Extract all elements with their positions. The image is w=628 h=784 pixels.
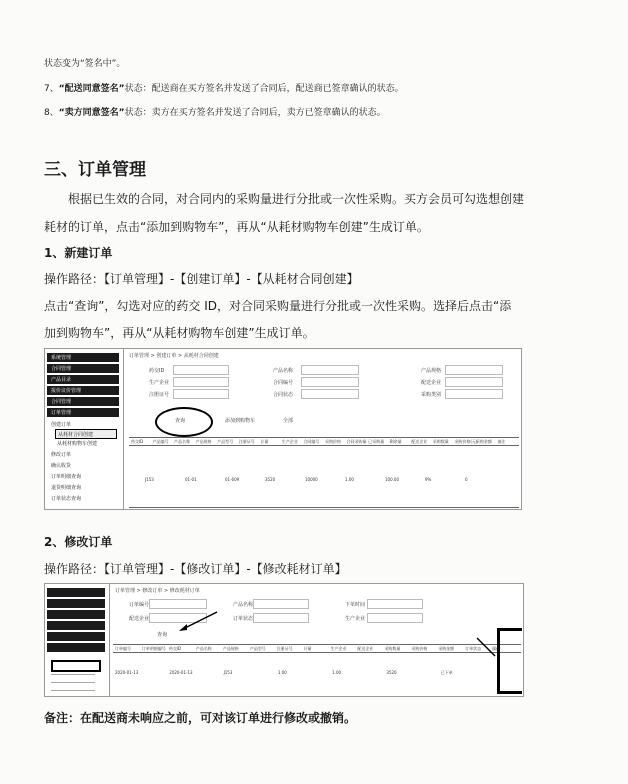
table-header-cell: 采购金额 — [438, 646, 455, 651]
table-header-cell: 产品名称 — [195, 646, 212, 651]
table-header-cell: 产品规格 — [222, 646, 239, 651]
query-button[interactable]: 查询 — [175, 418, 186, 424]
screenshot-modify-order — [44, 583, 524, 697]
item-7-prefix: 7、 — [44, 84, 59, 94]
table-header-cell: 订单编号 — [115, 646, 131, 651]
table-header-cell: 计量 — [303, 646, 312, 651]
shot2-breadcrumb: 订单管理 > 修改订单 > 修改耗材订单 — [115, 588, 200, 594]
add-to-cart-button[interactable]: 添加到购物车 — [225, 418, 256, 424]
table-header-cell: 备注 — [497, 439, 506, 444]
sidebar — [45, 349, 124, 509]
field-label: 配送企业 — [421, 380, 442, 386]
subheading-modify-order: 2、修改订单 — [44, 535, 113, 549]
operation-path-modify: 操作路径：【订单管理】-【修改订单】-【修改耗材订单】 — [44, 562, 347, 576]
operation-highlight — [497, 628, 522, 694]
query-button[interactable]: 查询 — [157, 632, 168, 638]
submenu-from-cart[interactable]: 从耗材购物车创建 — [57, 441, 98, 447]
field-input[interactable] — [301, 365, 359, 375]
table-header-cell: 采购金额 — [475, 439, 492, 444]
operation-path-new: 操作路径：【订单管理】-【创建订单】-【从耗材合同创建】 — [44, 272, 359, 286]
field-input[interactable] — [173, 389, 229, 399]
menu-item[interactable] — [47, 599, 105, 608]
menu-item[interactable] — [47, 610, 105, 619]
table-header-cell: 采购数量 — [432, 439, 449, 444]
screenshot-new-order — [44, 348, 522, 510]
table-cell: 3520 — [386, 670, 397, 675]
table-header-cell: 药交ID — [131, 439, 144, 444]
menu-item[interactable] — [47, 643, 105, 652]
field-input[interactable] — [149, 599, 207, 609]
table-header-cell: 产品编号 — [152, 439, 169, 444]
section-para-2: 耗材的订单，点击“添加到购物车”，再从“从耗材购物车创建”生成订单。 — [44, 220, 429, 234]
menu-item[interactable] — [47, 632, 105, 641]
menu-item-6[interactable]: 订单管理 — [47, 408, 119, 417]
menu-item-4[interactable]: 报价议价管理 — [47, 386, 119, 395]
table-header-cell: 注册证号 — [276, 646, 293, 651]
field-label: 产品名称 — [233, 602, 254, 608]
new-order-desc-2: 加到购物车”，再从“从耗材购物车创建”生成订单。 — [44, 326, 315, 340]
submenu-modify-highlight[interactable] — [51, 660, 101, 672]
field-label: 生产企业 — [149, 380, 170, 386]
table-header-cell: 药交ID — [168, 646, 182, 651]
table-header-cell: 采购数量 — [384, 646, 401, 651]
table-cell: 2020-01-13 — [115, 670, 139, 675]
table-cell: J153 — [223, 670, 233, 675]
section-heading: 三、订单管理 — [44, 160, 146, 180]
field-label: 订单编号 — [129, 602, 150, 608]
table-cell: 3520 — [265, 477, 276, 482]
item-8-text: 状态：卖方在买方签名并发送了合同后，卖方已签章确认的状态。 — [124, 108, 386, 118]
item-8-bold: “卖方同意签名” — [58, 108, 125, 118]
table-header-cell: 剩余量 — [389, 439, 402, 444]
item-7-bold: “配送同意签名” — [58, 84, 125, 94]
new-order-desc-1: 点击“查询”，勾选对应的药交 ID，对合同采购量进行分批或一次性采购。选择后点击“添 — [44, 299, 512, 313]
table-header-cell: 计量 — [260, 439, 269, 444]
field-label: 合同编号 — [273, 380, 294, 386]
table-header-cell: 采购价格 — [411, 646, 428, 651]
arrow-icon — [175, 610, 219, 634]
table-header-cell: 采购价格(元) — [454, 439, 478, 444]
item-7 — [44, 81, 404, 94]
field-input[interactable] — [445, 377, 503, 387]
field-input[interactable] — [301, 377, 359, 387]
field-input[interactable] — [173, 365, 229, 375]
section-para-1: 根据已生效的合同，对合同内的采购量进行分批或一次性采购。买方会员可勾选想创建 — [68, 192, 525, 206]
field-label: 合同状态 — [273, 392, 294, 398]
field-label: 下单时间 — [345, 602, 366, 608]
field-label: 生产企业 — [345, 616, 366, 622]
item-7-text: 状态：配送商在买方签名并发送了合同后，配送商已签章确认的状态。 — [124, 84, 404, 94]
table-cell: 10000 — [305, 477, 318, 482]
table-cell: 01-609 — [225, 477, 240, 482]
table-header-cell: 产品名称 — [174, 439, 191, 444]
field-label: 配送企业 — [129, 616, 150, 622]
table-header-cell: 合同编号 — [303, 439, 320, 444]
submenu-from-contract[interactable]: 从耗材合同创建 — [55, 429, 117, 439]
submenu-order-status[interactable]: 订单状态查询 — [51, 496, 82, 502]
field-input[interactable] — [253, 599, 309, 609]
table-cell: 1.00 — [332, 670, 342, 675]
item-8 — [44, 105, 386, 118]
table-cell: 已下单 — [440, 670, 453, 675]
table-header-cell: 合同采购量 — [346, 439, 367, 444]
field-label: 药交ID — [149, 368, 165, 374]
item-8-prefix: 8、 — [44, 108, 59, 118]
field-input[interactable] — [445, 389, 503, 399]
table-cell: 1.00 — [345, 477, 354, 482]
sidebar — [45, 584, 110, 696]
field-label: 订单状态 — [233, 616, 254, 622]
menu-item-3[interactable]: 产品目录 — [47, 375, 119, 384]
submenu-modify[interactable]: 修改订单 — [51, 452, 72, 458]
menu-item[interactable] — [47, 621, 105, 630]
submenu-order-detail[interactable]: 订单明细查询 — [51, 474, 82, 480]
field-input[interactable] — [367, 599, 423, 609]
table-header-cell: 生产企业 — [281, 439, 298, 444]
table-cell: 01-01 — [185, 477, 197, 482]
menu-item-1[interactable]: 系统管理 — [47, 353, 119, 362]
field-input[interactable] — [301, 389, 359, 399]
submenu-return-detail[interactable]: 退货明细查询 — [51, 485, 82, 491]
field-input[interactable] — [253, 613, 309, 623]
field-label: 注册证号 — [149, 392, 170, 398]
table-cell: 100.00 — [385, 477, 399, 482]
table-header-cell: 已采购量 — [368, 439, 385, 444]
table-header-cell: 订单状态 — [465, 646, 482, 651]
subheading-new-order: 1、新建订单 — [44, 246, 113, 260]
table-header-cell: 配送企业 — [357, 646, 374, 651]
menu-item-2[interactable]: 合同管理 — [47, 364, 119, 373]
table-cell: 1.00 — [277, 670, 287, 675]
table-header-cell: 生产企业 — [330, 646, 347, 651]
table-cell: 0 — [465, 477, 468, 482]
shot1-breadcrumb: 订单管理 > 创建订单 > 从耗材合同创建 — [129, 353, 219, 359]
table-header-cell: 产品型号 — [217, 439, 234, 444]
table-cell: 9% — [425, 477, 432, 482]
field-input[interactable] — [173, 377, 229, 387]
all-label: 全部 — [283, 418, 294, 424]
menu-item-5[interactable]: 合同管理 — [47, 397, 119, 406]
table-header-cell: 注册证号 — [238, 439, 255, 444]
field-input[interactable] — [367, 613, 423, 623]
field-label: 产品名称 — [273, 368, 294, 374]
table-header-cell: 产品规格 — [195, 439, 212, 444]
table-cell: 2020-01-13 — [169, 670, 193, 675]
submenu-receive[interactable]: 确认收货 — [51, 463, 72, 469]
table-header-cell: 采购价格 — [325, 439, 341, 444]
submenu-create[interactable]: 创建订单 — [51, 422, 72, 428]
field-label: 采购类别 — [421, 392, 442, 398]
table-header-cell: 产品型号 — [249, 646, 266, 651]
table-header-cell: 订单明细编号 — [141, 646, 166, 651]
status-signing-line: 状态变为“签名中”。 — [44, 59, 126, 69]
note: 备注：在配送商未响应之前，可对该订单进行修改或撤销。 — [44, 711, 357, 725]
menu-item[interactable] — [47, 588, 105, 597]
field-label: 产品规格 — [421, 368, 442, 374]
table-header-cell: 配送企业 — [411, 439, 428, 444]
table-header-cell: 操作 — [492, 646, 501, 651]
field-input[interactable] — [445, 365, 503, 375]
table-cell: J153 — [145, 477, 154, 482]
